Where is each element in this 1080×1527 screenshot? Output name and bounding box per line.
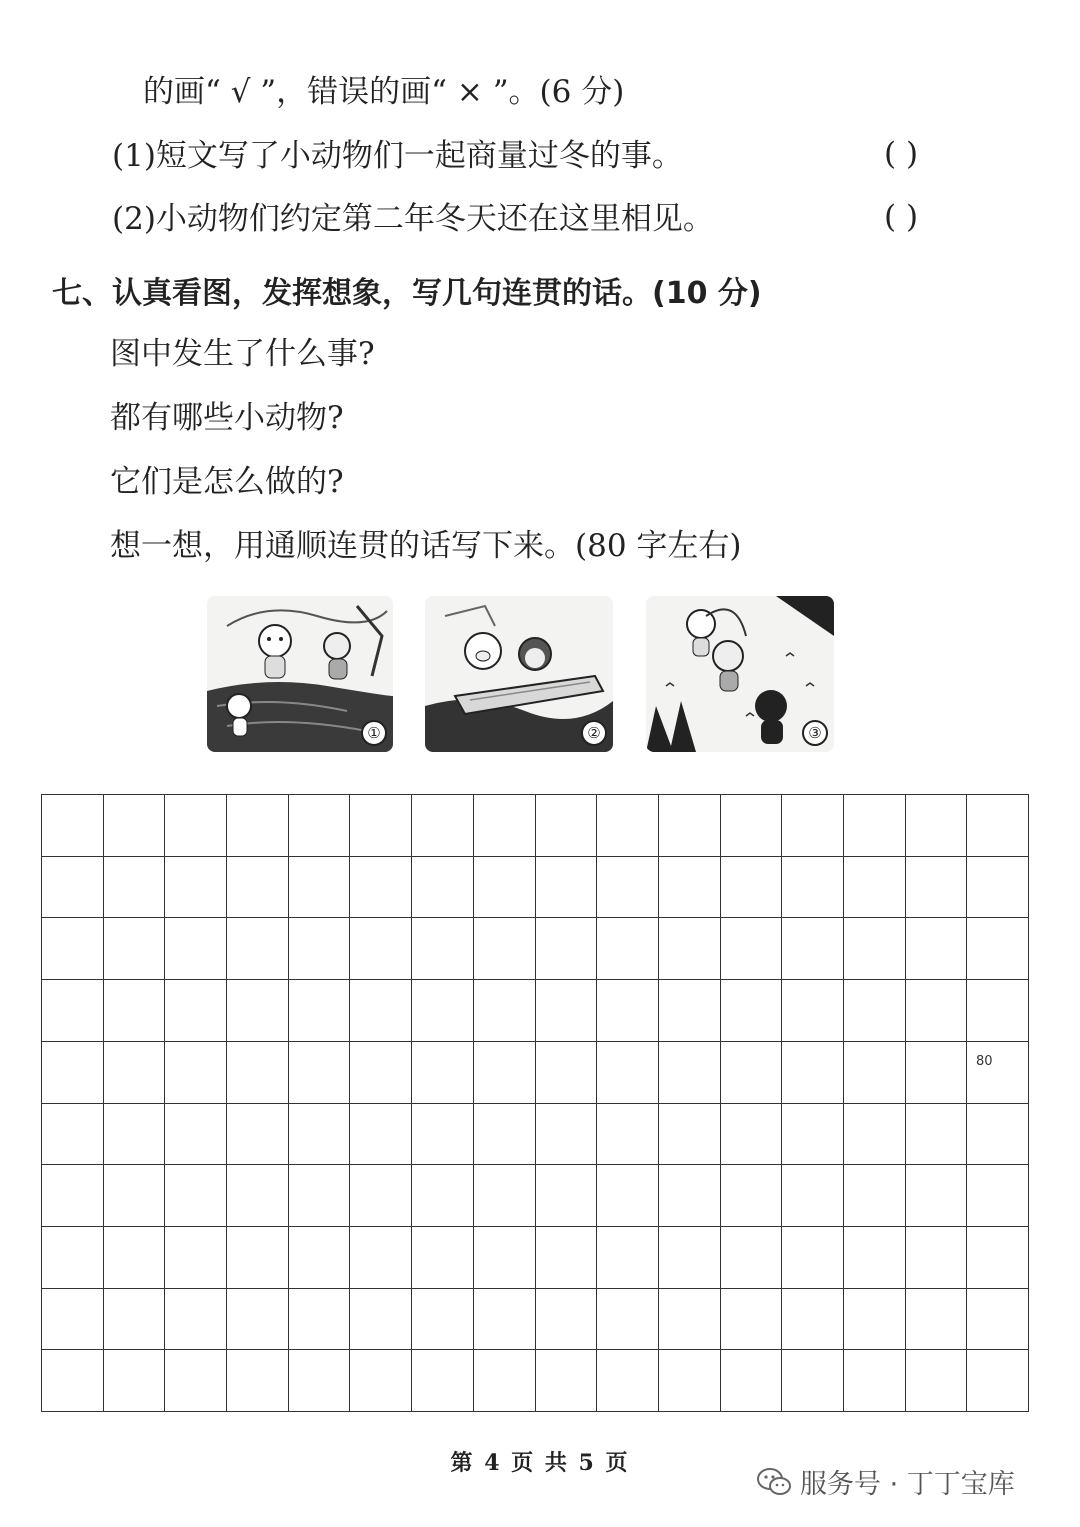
prompt-3: 它们是怎么做的? bbox=[110, 464, 344, 500]
question-1: (1)短文写了小动物们一起商量过冬的事。 bbox=[112, 138, 683, 174]
prompt-2: 都有哪些小动物? bbox=[110, 400, 344, 436]
section-7-heading: 七、认真看图，发挥想象，写几句连贯的话。(10 分) bbox=[52, 276, 762, 311]
grid-cell[interactable] bbox=[906, 1104, 968, 1166]
grid-cell[interactable] bbox=[721, 857, 783, 919]
grid-cell[interactable] bbox=[536, 980, 598, 1042]
grid-cell[interactable] bbox=[104, 1289, 166, 1351]
prompt-1: 图中发生了什么事? bbox=[110, 336, 375, 372]
grid-cell[interactable] bbox=[597, 1165, 659, 1227]
grid-cell[interactable] bbox=[536, 1350, 598, 1412]
grid-cell[interactable] bbox=[350, 1104, 412, 1166]
grid-cell[interactable] bbox=[721, 918, 783, 980]
grid-cell[interactable] bbox=[42, 1042, 104, 1104]
grid-cell[interactable] bbox=[967, 1104, 1029, 1166]
grid-cell[interactable] bbox=[104, 1165, 166, 1227]
watermark-text: 服务号 · 丁丁宝库 bbox=[800, 1469, 1015, 1500]
grid-cell[interactable] bbox=[412, 1289, 474, 1351]
grid-cell[interactable] bbox=[474, 1042, 536, 1104]
grid-cell[interactable] bbox=[844, 980, 906, 1042]
grid-cell[interactable] bbox=[350, 1289, 412, 1351]
grid-cell[interactable] bbox=[967, 1165, 1029, 1227]
grid-cell[interactable] bbox=[350, 857, 412, 919]
grid-cell[interactable] bbox=[412, 857, 474, 919]
grid-cell[interactable] bbox=[104, 1350, 166, 1412]
grid-cell[interactable] bbox=[659, 857, 721, 919]
instruction-line: 的画“ √ ”，错误的画“ × ”。(6 分) bbox=[143, 74, 625, 110]
grid-cell[interactable] bbox=[474, 918, 536, 980]
grid-cell[interactable] bbox=[165, 1227, 227, 1289]
grid-cell[interactable] bbox=[412, 1227, 474, 1289]
grid-cell[interactable] bbox=[782, 1289, 844, 1351]
page-number: 第 4 页 共 5 页 bbox=[450, 1450, 630, 1476]
grid-cell[interactable] bbox=[782, 918, 844, 980]
grid-cell[interactable] bbox=[42, 1289, 104, 1351]
grid-cell[interactable] bbox=[289, 795, 351, 857]
grid-cell[interactable] bbox=[289, 980, 351, 1042]
grid-cell[interactable] bbox=[597, 1289, 659, 1351]
answer-paren-1[interactable]: ( ) bbox=[884, 136, 919, 172]
grid-cell[interactable] bbox=[350, 1350, 412, 1412]
grid-cell[interactable] bbox=[289, 1104, 351, 1166]
question-2: (2)小动物们约定第二年冬天还在这里相见。 bbox=[112, 201, 714, 237]
answer-paren-2[interactable]: ( ) bbox=[884, 199, 919, 235]
grid-cell[interactable] bbox=[289, 857, 351, 919]
grid-cell[interactable] bbox=[659, 795, 721, 857]
grid-cell[interactable] bbox=[42, 980, 104, 1042]
char-count-marker: 80 bbox=[976, 1054, 993, 1069]
grid-cell[interactable] bbox=[659, 1227, 721, 1289]
grid-cell[interactable] bbox=[536, 1042, 598, 1104]
grid-cell[interactable] bbox=[227, 1104, 289, 1166]
grid-cell[interactable] bbox=[42, 795, 104, 857]
grid-cell[interactable] bbox=[844, 795, 906, 857]
grid-cell[interactable] bbox=[227, 795, 289, 857]
grid-cell[interactable] bbox=[42, 1165, 104, 1227]
grid-cell[interactable] bbox=[536, 1289, 598, 1351]
grid-cell[interactable] bbox=[844, 1289, 906, 1351]
grid-cell[interactable] bbox=[165, 1350, 227, 1412]
grid-cell[interactable] bbox=[906, 980, 968, 1042]
grid-cell[interactable] bbox=[227, 918, 289, 980]
picture-1-number: ① bbox=[361, 720, 387, 746]
picture-2 bbox=[425, 596, 613, 752]
grid-cell[interactable] bbox=[474, 1165, 536, 1227]
grid-cell[interactable] bbox=[350, 1165, 412, 1227]
grid-cell[interactable] bbox=[844, 857, 906, 919]
grid-cell[interactable] bbox=[536, 1104, 598, 1166]
grid-cell[interactable] bbox=[350, 1042, 412, 1104]
grid-cell[interactable] bbox=[844, 1227, 906, 1289]
grid-cell[interactable] bbox=[597, 1227, 659, 1289]
grid-cell[interactable] bbox=[597, 918, 659, 980]
grid-cell[interactable] bbox=[474, 1227, 536, 1289]
grid-cell[interactable] bbox=[536, 1165, 598, 1227]
grid-cell[interactable] bbox=[350, 795, 412, 857]
grid-cell[interactable] bbox=[906, 918, 968, 980]
grid-cell[interactable] bbox=[289, 918, 351, 980]
grid-cell[interactable] bbox=[597, 1104, 659, 1166]
grid-cell[interactable] bbox=[659, 1289, 721, 1351]
grid-cell[interactable] bbox=[967, 1289, 1029, 1351]
grid-cell[interactable] bbox=[782, 857, 844, 919]
grid-cell[interactable] bbox=[412, 1350, 474, 1412]
picture-3-number: ③ bbox=[802, 720, 828, 746]
grid-cell[interactable] bbox=[165, 795, 227, 857]
grid-cell[interactable] bbox=[227, 1227, 289, 1289]
grid-cell[interactable] bbox=[104, 918, 166, 980]
grid-cell[interactable] bbox=[350, 918, 412, 980]
grid-cell[interactable] bbox=[967, 857, 1029, 919]
grid-cell[interactable] bbox=[844, 1042, 906, 1104]
grid-cell[interactable] bbox=[659, 1165, 721, 1227]
grid-cell[interactable] bbox=[967, 1350, 1029, 1412]
grid-cell[interactable] bbox=[782, 980, 844, 1042]
grid-cell[interactable] bbox=[721, 795, 783, 857]
grid-cell[interactable] bbox=[782, 1227, 844, 1289]
grid-cell[interactable] bbox=[721, 980, 783, 1042]
grid-cell[interactable] bbox=[782, 1165, 844, 1227]
grid-cell[interactable] bbox=[289, 1227, 351, 1289]
grid-cell[interactable] bbox=[906, 1227, 968, 1289]
watermark bbox=[756, 1462, 1015, 1501]
grid-cell[interactable] bbox=[412, 795, 474, 857]
grid-cell[interactable] bbox=[227, 1042, 289, 1104]
grid-cell[interactable] bbox=[597, 795, 659, 857]
grid-cell[interactable] bbox=[289, 1350, 351, 1412]
grid-cell[interactable] bbox=[597, 1042, 659, 1104]
grid-cell[interactable] bbox=[104, 980, 166, 1042]
grid-cell[interactable] bbox=[104, 795, 166, 857]
grid-cell[interactable] bbox=[721, 1165, 783, 1227]
grid-cell[interactable] bbox=[165, 918, 227, 980]
grid-cell[interactable] bbox=[289, 1289, 351, 1351]
grid-cell[interactable] bbox=[967, 980, 1029, 1042]
grid-cell[interactable] bbox=[967, 918, 1029, 980]
grid-cell[interactable] bbox=[721, 1350, 783, 1412]
grid-cell[interactable] bbox=[844, 1350, 906, 1412]
grid-cell[interactable] bbox=[104, 1227, 166, 1289]
grid-cell[interactable] bbox=[597, 857, 659, 919]
grid-cell[interactable] bbox=[659, 918, 721, 980]
picture-3 bbox=[646, 596, 834, 752]
grid-cell[interactable] bbox=[844, 918, 906, 980]
grid-cell[interactable] bbox=[412, 980, 474, 1042]
grid-cell[interactable] bbox=[165, 980, 227, 1042]
grid-cell[interactable] bbox=[474, 1289, 536, 1351]
grid-cell[interactable] bbox=[227, 1350, 289, 1412]
grid-cell[interactable] bbox=[227, 980, 289, 1042]
grid-cell[interactable] bbox=[906, 1289, 968, 1351]
grid-cell[interactable] bbox=[597, 980, 659, 1042]
picture-2-number: ② bbox=[581, 720, 607, 746]
grid-cell[interactable] bbox=[165, 1104, 227, 1166]
grid-cell[interactable] bbox=[412, 1042, 474, 1104]
grid-cell[interactable] bbox=[659, 1104, 721, 1166]
grid-cell[interactable] bbox=[782, 1104, 844, 1166]
grid-cell[interactable] bbox=[721, 1104, 783, 1166]
grid-cell[interactable] bbox=[906, 795, 968, 857]
grid-cell[interactable] bbox=[412, 918, 474, 980]
grid-cell[interactable] bbox=[289, 1042, 351, 1104]
grid-cell[interactable] bbox=[906, 857, 968, 919]
grid-cell[interactable] bbox=[474, 795, 536, 857]
grid-cell[interactable] bbox=[659, 980, 721, 1042]
grid-cell[interactable] bbox=[906, 1042, 968, 1104]
grid-cell[interactable] bbox=[165, 1165, 227, 1227]
grid-cell[interactable] bbox=[536, 1227, 598, 1289]
wechat-icon bbox=[756, 1467, 792, 1497]
grid-cell[interactable] bbox=[42, 1227, 104, 1289]
grid-cell[interactable] bbox=[474, 857, 536, 919]
grid-cell[interactable] bbox=[227, 1165, 289, 1227]
grid-cell[interactable] bbox=[412, 1104, 474, 1166]
grid-cell[interactable] bbox=[227, 1289, 289, 1351]
grid-cell[interactable] bbox=[412, 1165, 474, 1227]
grid-cell[interactable] bbox=[474, 980, 536, 1042]
grid-cell[interactable] bbox=[536, 918, 598, 980]
grid-cell[interactable] bbox=[227, 857, 289, 919]
grid-cell[interactable] bbox=[721, 1042, 783, 1104]
grid-cell[interactable] bbox=[844, 1104, 906, 1166]
grid-cell[interactable] bbox=[721, 1227, 783, 1289]
grid-cell[interactable] bbox=[782, 795, 844, 857]
grid-cell[interactable] bbox=[104, 857, 166, 919]
grid-cell[interactable] bbox=[659, 1350, 721, 1412]
grid-cell[interactable] bbox=[536, 795, 598, 857]
grid-cell[interactable] bbox=[289, 1165, 351, 1227]
grid-cell[interactable] bbox=[165, 1042, 227, 1104]
grid-cell[interactable] bbox=[42, 918, 104, 980]
grid-cell[interactable] bbox=[42, 1104, 104, 1166]
grid-cell[interactable] bbox=[165, 857, 227, 919]
grid-cell[interactable] bbox=[474, 1104, 536, 1166]
grid-cell[interactable] bbox=[659, 1042, 721, 1104]
writing-grid[interactable] bbox=[41, 794, 1029, 1412]
grid-cell[interactable] bbox=[350, 1227, 412, 1289]
grid-cell[interactable] bbox=[350, 980, 412, 1042]
grid-cell[interactable] bbox=[782, 1350, 844, 1412]
grid-cell[interactable] bbox=[967, 795, 1029, 857]
prompt-4: 想一想，用通顺连贯的话写下来。(80 字左右) bbox=[110, 528, 742, 564]
grid-cell[interactable] bbox=[597, 1350, 659, 1412]
grid-cell[interactable] bbox=[906, 1165, 968, 1227]
grid-cell[interactable] bbox=[844, 1165, 906, 1227]
grid-cell[interactable] bbox=[42, 1350, 104, 1412]
grid-cell[interactable] bbox=[721, 1289, 783, 1351]
grid-cell[interactable] bbox=[967, 1042, 1029, 1104]
grid-cell[interactable] bbox=[474, 1350, 536, 1412]
grid-cell[interactable] bbox=[536, 857, 598, 919]
grid-cell[interactable] bbox=[104, 1104, 166, 1166]
picture-1 bbox=[207, 596, 393, 752]
grid-cell[interactable] bbox=[42, 857, 104, 919]
grid-cell[interactable] bbox=[906, 1350, 968, 1412]
grid-cell[interactable] bbox=[104, 1042, 166, 1104]
grid-cell[interactable] bbox=[782, 1042, 844, 1104]
grid-cell[interactable] bbox=[967, 1227, 1029, 1289]
grid-cell[interactable] bbox=[165, 1289, 227, 1351]
